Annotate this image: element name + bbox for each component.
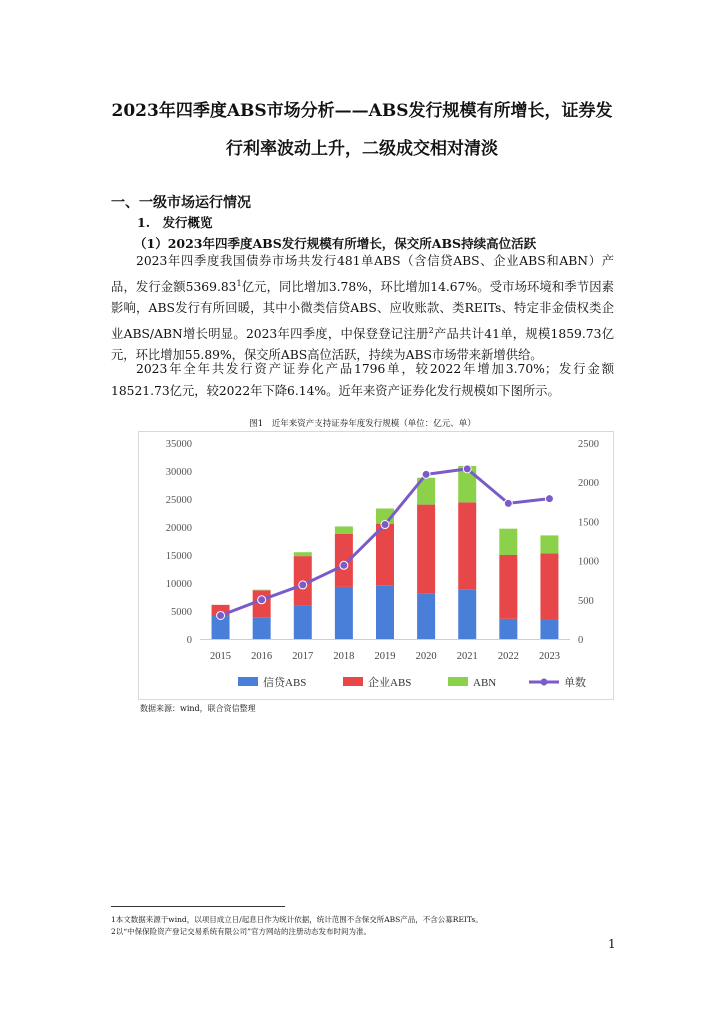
- bar-ABN-2017: [294, 552, 312, 556]
- bar-企业ABS-2020: [417, 505, 435, 594]
- y-left-tick-label: 15000: [165, 551, 192, 562]
- bar-ABN-2023: [540, 535, 558, 553]
- bar-信贷ABS-2022: [499, 619, 517, 639]
- line-point-2019: [381, 521, 389, 529]
- bar-信贷ABS-2017: [294, 605, 312, 639]
- y-right-tick-label: 1500: [578, 517, 599, 529]
- legend-line-marker: [541, 679, 548, 686]
- y-left-tick-label: 10000: [165, 579, 192, 590]
- bar-企业ABS-2021: [458, 502, 476, 589]
- legend-label: 单数: [564, 677, 586, 689]
- bar-信贷ABS-2016: [253, 617, 271, 639]
- footnote-ref-1[interactable]: 1: [236, 278, 242, 288]
- x-tick-label: 2019: [374, 651, 396, 662]
- y-left-tick-label: 5000: [171, 607, 192, 618]
- bar-ABN-2016: [253, 590, 271, 591]
- document-title-line2: 行利率波动上升，二级成交相对清淡: [226, 139, 498, 159]
- x-tick-label: 2021: [456, 651, 478, 662]
- legend-swatch-企业ABS: [343, 677, 363, 686]
- y-left-tick-label: 0: [186, 635, 192, 646]
- x-tick-label: 2018: [333, 651, 355, 662]
- line-point-2015: [217, 611, 225, 619]
- legend-swatch-信贷ABS: [238, 677, 258, 686]
- subsection-heading: 1. 发行概览: [137, 215, 213, 230]
- bar-企业ABS-2023: [540, 553, 558, 620]
- legend-label: 企业ABS: [368, 677, 412, 689]
- bar-ABN-2018: [335, 526, 353, 533]
- bar-信贷ABS-2020: [417, 594, 435, 639]
- line-point-2020: [422, 470, 430, 478]
- document-title-line1: 2023年四季度ABS市场分析——ABS发行规模有所增长，证券发: [111, 101, 613, 121]
- line-point-2021: [463, 465, 471, 473]
- legend-label: 信贷ABS: [263, 677, 307, 689]
- y-left-tick-label: 35000: [165, 439, 192, 450]
- paragraph-1-part-a: 2023年四季度我国债券市场共发行481单ABS（含信贷ABS、企业ABS和ABN）产品，发行金额5369.83: [111, 254, 614, 294]
- line-point-2023: [545, 495, 553, 503]
- bar-信贷ABS-2023: [540, 620, 558, 639]
- x-tick-label: 2020: [415, 651, 437, 662]
- subsubsection-heading: （1）2023年四季度ABS发行规模有所增长，保交所ABS持续高位活跃: [134, 236, 537, 251]
- footnote-divider: [111, 906, 285, 907]
- y-right-tick-label: 500: [578, 595, 594, 607]
- footnote-ref-2[interactable]: 2: [428, 325, 434, 335]
- y-right-tick-label: 2000: [578, 478, 599, 490]
- bar-信贷ABS-2018: [335, 587, 353, 639]
- line-point-2018: [340, 561, 348, 569]
- line-point-2022: [504, 499, 512, 507]
- bar-企业ABS-2022: [499, 555, 517, 619]
- footnote-1: 1本文数据来源于wind，以项目成立日/起息日作为统计依据，统计范围不含保交所ABS产品，不含公募REITs。: [111, 915, 483, 924]
- paragraph-1-part-c: 产品共计41单，规模1859.73亿元，环比增加55.89%，保交所ABS高位活跃，持续为ABS市场带来新增供给。: [111, 326, 614, 363]
- paragraph-1-part-b: 亿元，同比增加3.78%，环比增加14.67%。受市场环境和季节因素影响，ABS发行有所回暖，其中小微类信贷ABS、应收账款、类REITs、特定非金债权类企业ABS/ABN增长明显。2023年四季度，中保登登记注册: [111, 279, 614, 341]
- figure-source: 数据来源：wind，联合资信整理: [140, 704, 256, 713]
- issuance-chart: [138, 431, 614, 700]
- y-right-tick-label: 0: [578, 635, 584, 646]
- section-heading: 一、一级市场运行情况: [111, 195, 251, 211]
- x-tick-label: 2017: [292, 651, 314, 662]
- x-tick-label: 2015: [210, 651, 232, 662]
- y-left-tick-label: 30000: [165, 467, 192, 478]
- bar-信贷ABS-2019: [376, 585, 394, 639]
- bar-信贷ABS-2021: [458, 590, 476, 639]
- x-tick-label: 2023: [538, 651, 560, 662]
- figure-caption: 图1 近年来资产支持证券年度发行规模（单位：亿元、单）: [249, 419, 476, 429]
- line-point-2016: [258, 596, 266, 604]
- y-left-tick-label: 25000: [165, 495, 192, 506]
- y-right-tick-label: 2500: [578, 439, 599, 450]
- paragraph-2: 2023年全年共发行资产证券化产品1796单，较2022年增加3.70%；发行金额18521.73亿元，较2022年下降6.14%。近年来资产证券化发行规模如下图所示。: [111, 362, 614, 398]
- bar-ABN-2022: [499, 529, 517, 555]
- paragraph-1: [111, 251, 614, 367]
- legend-swatch-ABN: [448, 677, 468, 686]
- x-tick-label: 2022: [497, 651, 519, 662]
- y-right-tick-label: 1000: [578, 556, 599, 568]
- line-point-2017: [299, 581, 307, 589]
- x-tick-label: 2016: [251, 651, 273, 662]
- y-left-tick-label: 20000: [165, 523, 192, 534]
- footnote-2: 2以“中保保险资产登记交易系统有限公司”官方网站的注册动态发布时间为准。: [111, 927, 371, 936]
- legend-label: ABN: [473, 677, 497, 689]
- page-number: 1: [608, 937, 616, 951]
